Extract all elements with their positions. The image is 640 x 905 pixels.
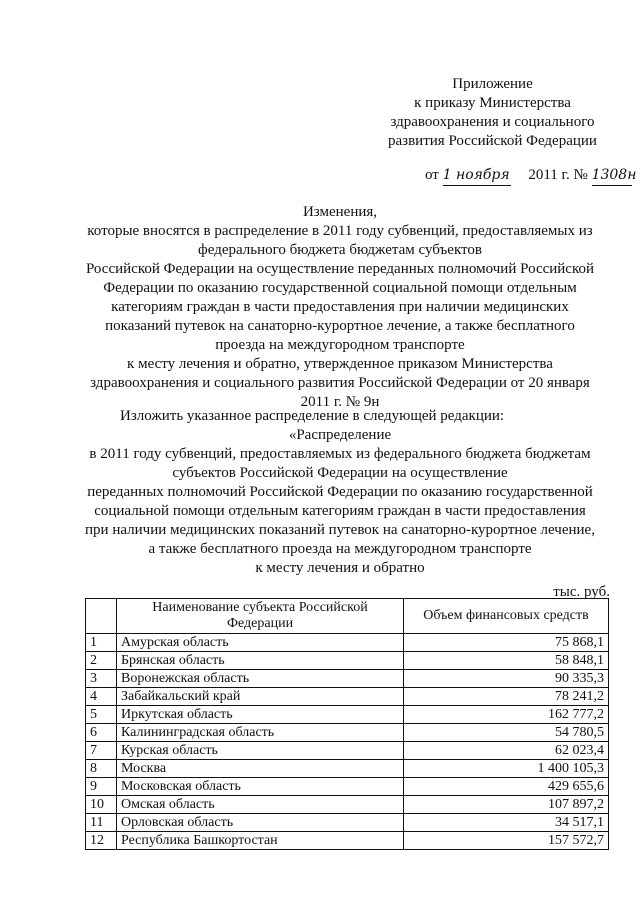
row-region: Забайкальский край <box>117 688 404 706</box>
distribution-line: при наличии медицинских показаний путевок на санаторно-курортное лечение, <box>85 522 595 538</box>
row-region: Москва <box>117 760 404 778</box>
distribution-line: переданных полномочий Российской Федерации по оказанию государственной <box>87 484 593 500</box>
header-num <box>86 599 117 634</box>
row-number: 3 <box>86 670 117 688</box>
row-amount: 78 241,2 <box>404 688 609 706</box>
order-date: 1 ноября <box>443 166 511 186</box>
table-row <box>86 742 609 760</box>
table-row <box>86 724 609 742</box>
row-region: Курская область <box>117 742 404 760</box>
table-row <box>86 634 609 652</box>
order-number: 1308н <box>592 166 632 186</box>
row-amount: 90 335,3 <box>404 670 609 688</box>
row-number: 8 <box>86 760 117 778</box>
row-number: 1 <box>86 634 117 652</box>
row-number: 10 <box>86 796 117 814</box>
row-amount: 58 848,1 <box>404 652 609 670</box>
row-number: 2 <box>86 652 117 670</box>
unit-label: тыс. руб. <box>553 584 610 600</box>
appendix-line: к приказу Министерства <box>414 95 571 111</box>
row-region: Амурская область <box>117 634 404 652</box>
appendix-header <box>360 75 625 151</box>
row-amount: 62 023,4 <box>404 742 609 760</box>
row-region: Орловская область <box>117 814 404 832</box>
heading-line: показаний путевок на санаторно-курортное лечение, а также бесплатного <box>105 318 575 334</box>
row-amount: 1 400 105,3 <box>404 760 609 778</box>
table-row <box>86 796 609 814</box>
distribution-line: социальной помощи отдельным категориям граждан в части предоставления <box>94 503 586 519</box>
row-amount: 162 777,2 <box>404 706 609 724</box>
row-amount: 429 655,6 <box>404 778 609 796</box>
table-header-row <box>86 599 609 634</box>
row-number: 11 <box>86 814 117 832</box>
subsidy-table <box>85 598 609 850</box>
row-region: Брянская область <box>117 652 404 670</box>
row-amount: 75 868,1 <box>404 634 609 652</box>
order-prefix: от <box>425 167 439 183</box>
heading-line: Российской Федерации на осуществление переданных полномочий Российской <box>85 261 595 277</box>
appendix-line: здравоохранения и социального <box>390 114 595 130</box>
heading-line: к месту лечения и обратно, утвержденное приказом Министерства <box>127 356 553 372</box>
distribution-title: «Распределение <box>288 427 392 443</box>
header-name: Наименование субъекта Российской Федерации <box>117 599 404 634</box>
table-row <box>86 652 609 670</box>
row-number: 4 <box>86 688 117 706</box>
table-row <box>86 706 609 724</box>
row-number: 7 <box>86 742 117 760</box>
row-region: Республика Башкортостан <box>117 832 404 850</box>
row-amount: 34 517,1 <box>404 814 609 832</box>
heading-line: здравоохранения и социального развития Российской Федерации от 20 января <box>90 375 590 391</box>
appendix-line: Приложение <box>452 76 533 92</box>
heading-line: Федерации по оказанию государственной социальной помощи отдельным <box>103 280 577 296</box>
heading-line: проезда на междугородном транспорте <box>215 337 465 353</box>
row-region: Воронежская область <box>117 670 404 688</box>
table-row <box>86 832 609 850</box>
distribution-line: к месту лечения и обратно <box>255 560 425 576</box>
heading-line: федерального бюджета бюджетам субъектов <box>198 242 482 258</box>
order-reference <box>425 166 637 186</box>
row-number: 9 <box>86 778 117 796</box>
heading-line: категориям граждан в части предоставления при наличии медицинских <box>111 299 569 315</box>
heading-line: 2011 г. № 9н <box>300 394 380 410</box>
row-amount: 157 572,7 <box>404 832 609 850</box>
distribution-line: а также бесплатного проезда на междугородном транспорте <box>148 541 532 557</box>
changes-heading <box>70 203 610 412</box>
heading-title: Изменения, <box>302 204 378 220</box>
row-amount: 54 780,5 <box>404 724 609 742</box>
header-amount: Объем финансовых средств <box>404 599 609 634</box>
distribution-heading <box>70 426 610 578</box>
row-region: Омская область <box>117 796 404 814</box>
table-row <box>86 814 609 832</box>
distribution-line: в 2011 году субвенций, предоставляемых из федерального бюджета бюджетам <box>89 446 591 462</box>
appendix-line: развития Российской Федерации <box>388 133 597 149</box>
row-region: Иркутская область <box>117 706 404 724</box>
row-number: 12 <box>86 832 117 850</box>
row-region: Калининградская область <box>117 724 404 742</box>
distribution-line: субъектов Российской Федерации на осуществление <box>172 465 508 481</box>
intro-text: Изложить указанное распределение в следующей редакции: <box>120 408 505 424</box>
row-number: 6 <box>86 724 117 742</box>
row-region: Московская область <box>117 778 404 796</box>
order-year: 2011 г. № <box>528 167 588 183</box>
row-amount: 107 897,2 <box>404 796 609 814</box>
heading-line: которые вносятся в распределение в 2011 году субвенций, предоставляемых из <box>87 223 593 239</box>
table-row <box>86 778 609 796</box>
table-row <box>86 688 609 706</box>
table-row <box>86 760 609 778</box>
table-row <box>86 670 609 688</box>
row-number: 5 <box>86 706 117 724</box>
